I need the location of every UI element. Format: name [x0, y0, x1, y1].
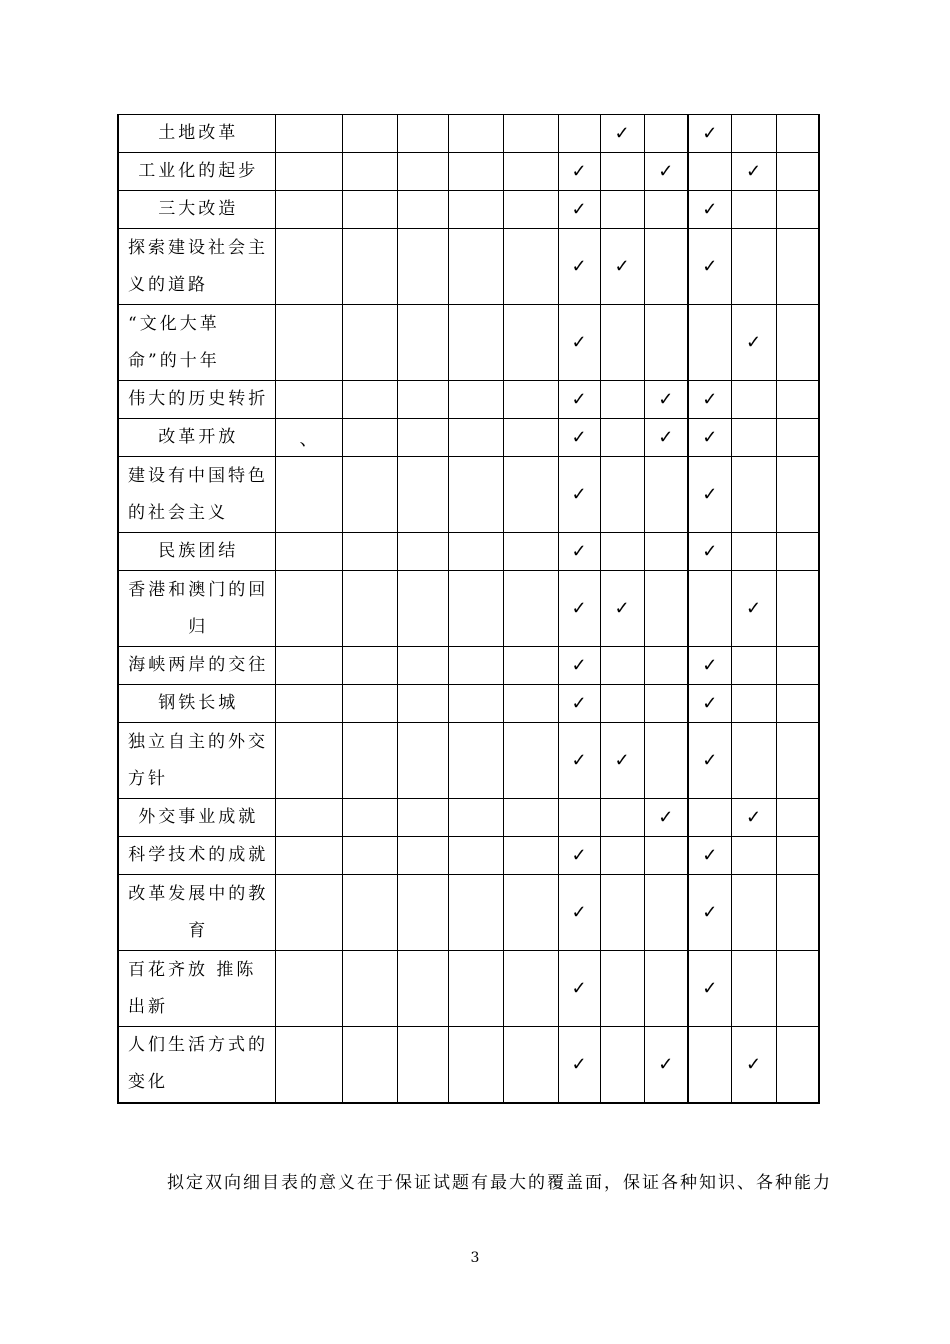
check-mark: ✓ [558, 419, 600, 457]
grid-cell [776, 229, 819, 305]
check-mark: ✓ [731, 1027, 776, 1103]
grid-cell [503, 685, 558, 723]
table-row [118, 723, 819, 799]
check-mark: ✓ [558, 875, 600, 951]
check-mark: ✓ [688, 419, 731, 457]
grid-cell [275, 115, 342, 153]
table-row [118, 875, 819, 951]
grid-cell [275, 229, 342, 305]
grid-cell [448, 457, 503, 533]
check-mark: ✓ [688, 837, 731, 875]
grid-cell [600, 191, 644, 229]
grid-cell [503, 305, 558, 381]
topic-cell: 改革开放 [118, 419, 275, 457]
grid-cell [600, 305, 644, 381]
check-mark: ✓ [688, 381, 731, 419]
grid-cell [731, 115, 776, 153]
grid-cell [342, 723, 397, 799]
grid-cell [448, 381, 503, 419]
grid-cell [644, 457, 688, 533]
check-mark: ✓ [600, 723, 644, 799]
grid-cell [448, 647, 503, 685]
grid-cell [731, 419, 776, 457]
grid-cell [776, 533, 819, 571]
grid-cell [503, 571, 558, 647]
check-mark: ✓ [558, 153, 600, 191]
grid-cell [342, 153, 397, 191]
grid-cell [397, 457, 448, 533]
grid-cell [731, 381, 776, 419]
grid-cell [600, 799, 644, 837]
grid-cell [731, 685, 776, 723]
grid-cell [503, 647, 558, 685]
page-number: 3 [470, 1250, 480, 1266]
body-paragraph: 拟定双向细目表的意义在于保证试题有最大的覆盖面，保证各种知识、各种能力 [167, 1173, 832, 1193]
grid-cell [397, 305, 448, 381]
grid-cell [688, 571, 731, 647]
grid-cell [342, 457, 397, 533]
grid-cell [776, 115, 819, 153]
grid-cell [644, 115, 688, 153]
grid-cell [776, 153, 819, 191]
grid-cell [448, 875, 503, 951]
grid-cell [448, 1027, 503, 1103]
check-mark: ✓ [731, 571, 776, 647]
grid-cell [600, 685, 644, 723]
grid-cell [448, 951, 503, 1027]
topic-cell: 百花齐放 推陈出新 [118, 951, 275, 1027]
grid-cell [731, 229, 776, 305]
check-mark: ✓ [731, 305, 776, 381]
topic-cell: 钢铁长城 [118, 685, 275, 723]
grid-cell [731, 647, 776, 685]
grid-cell [448, 685, 503, 723]
grid-cell [275, 1027, 342, 1103]
check-mark: ✓ [600, 115, 644, 153]
grid-cell [503, 229, 558, 305]
grid-cell [644, 533, 688, 571]
table-row [118, 305, 819, 381]
grid-cell [644, 647, 688, 685]
grid-cell [644, 685, 688, 723]
check-mark: ✓ [688, 875, 731, 951]
topic-cell: 科学技术的成就 [118, 837, 275, 875]
grid-cell [600, 153, 644, 191]
grid-cell [448, 305, 503, 381]
table-row [118, 1027, 819, 1103]
grid-cell [600, 381, 644, 419]
grid-cell [448, 191, 503, 229]
grid-cell [644, 191, 688, 229]
grid-cell [731, 837, 776, 875]
grid-cell [731, 457, 776, 533]
check-mark: ✓ [558, 533, 600, 571]
check-mark: ✓ [558, 837, 600, 875]
grid-cell [342, 875, 397, 951]
grid-cell [644, 723, 688, 799]
check-mark: ✓ [558, 457, 600, 533]
grid-cell [600, 1027, 644, 1103]
grid-cell [448, 533, 503, 571]
grid-cell [776, 951, 819, 1027]
check-mark: ✓ [731, 799, 776, 837]
table-row [118, 191, 819, 229]
grid-cell [397, 837, 448, 875]
grid-cell [503, 457, 558, 533]
grid-cell [503, 875, 558, 951]
check-mark: ✓ [558, 723, 600, 799]
grid-cell [600, 837, 644, 875]
grid-cell [688, 305, 731, 381]
grid-cell [275, 191, 342, 229]
grid-cell [776, 685, 819, 723]
grid-cell [275, 381, 342, 419]
check-mark: ✓ [558, 381, 600, 419]
check-mark: ✓ [688, 647, 731, 685]
table-row [118, 685, 819, 723]
grid-cell [503, 723, 558, 799]
grid-cell [397, 571, 448, 647]
grid-cell [275, 951, 342, 1027]
grid-cell [342, 115, 397, 153]
check-mark: ✓ [558, 571, 600, 647]
grid-cell [275, 647, 342, 685]
grid-cell [342, 647, 397, 685]
grid-cell [688, 799, 731, 837]
grid-cell [448, 229, 503, 305]
table-row [118, 951, 819, 1027]
check-mark: ✓ [644, 419, 688, 457]
check-mark: ✓ [644, 799, 688, 837]
check-mark: ✓ [688, 685, 731, 723]
topic-cell: 三大改造 [118, 191, 275, 229]
grid-cell [397, 115, 448, 153]
topic-cell: 香港和澳门的回归 [118, 571, 275, 647]
grid-cell [397, 191, 448, 229]
grid-cell [448, 837, 503, 875]
check-mark: ✓ [644, 153, 688, 191]
grid-cell [600, 647, 644, 685]
grid-cell [644, 875, 688, 951]
grid-cell [644, 837, 688, 875]
table-row [118, 419, 819, 457]
grid-cell [776, 571, 819, 647]
topic-cell: 外交事业成就 [118, 799, 275, 837]
topic-cell: 独立自主的外交方针 [118, 723, 275, 799]
grid-cell [644, 305, 688, 381]
table-row [118, 153, 819, 191]
grid-cell [600, 457, 644, 533]
check-mark: ✓ [688, 115, 731, 153]
table-row [118, 229, 819, 305]
grid-cell [558, 799, 600, 837]
check-mark: ✓ [644, 381, 688, 419]
grid-cell [275, 571, 342, 647]
table-row [118, 647, 819, 685]
grid-cell [342, 685, 397, 723]
check-mark: ✓ [558, 191, 600, 229]
grid-cell [731, 875, 776, 951]
grid-cell [275, 685, 342, 723]
grid-cell [342, 799, 397, 837]
grid-cell [397, 419, 448, 457]
grid-cell [448, 799, 503, 837]
check-mark: ✓ [558, 1027, 600, 1103]
check-mark: ✓ [558, 229, 600, 305]
grid-cell [600, 419, 644, 457]
check-mark: ✓ [688, 191, 731, 229]
grid-cell [731, 951, 776, 1027]
grid-cell [342, 305, 397, 381]
topic-cell: 建设有中国特色的社会主义 [118, 457, 275, 533]
grid-cell [275, 305, 342, 381]
grid-cell [503, 837, 558, 875]
grid-cell [644, 229, 688, 305]
grid-cell [275, 533, 342, 571]
grid-cell [776, 191, 819, 229]
grid-cell [448, 153, 503, 191]
grid-cell [776, 1027, 819, 1103]
grid-cell [776, 799, 819, 837]
check-mark: ✓ [688, 951, 731, 1027]
topic-cell: 伟大的历史转折 [118, 381, 275, 419]
grid-cell [275, 723, 342, 799]
grid-cell [731, 533, 776, 571]
grid-cell [600, 875, 644, 951]
grid-cell [448, 419, 503, 457]
grid-cell [503, 951, 558, 1027]
grid-cell [448, 723, 503, 799]
check-mark: ✓ [644, 1027, 688, 1103]
grid-cell [397, 229, 448, 305]
topic-cell: “文化大革命”的十年 [118, 305, 275, 381]
check-mark: ✓ [688, 723, 731, 799]
check-mark: ✓ [558, 685, 600, 723]
check-mark: ✓ [688, 457, 731, 533]
grid-cell [397, 153, 448, 191]
grid-cell [731, 191, 776, 229]
grid-cell [275, 457, 342, 533]
check-mark: ✓ [688, 229, 731, 305]
grid-cell [342, 1027, 397, 1103]
check-mark: ✓ [731, 153, 776, 191]
grid-cell [342, 419, 397, 457]
grid-cell [776, 305, 819, 381]
grid-cell [644, 951, 688, 1027]
grid-cell [688, 1027, 731, 1103]
grid-cell [600, 533, 644, 571]
grid-cell [397, 799, 448, 837]
grid-cell [275, 875, 342, 951]
topic-cell: 人们生活方式的变化 [118, 1027, 275, 1103]
grid-cell: 、 [275, 419, 342, 457]
grid-cell [776, 723, 819, 799]
grid-cell [342, 191, 397, 229]
grid-cell [342, 533, 397, 571]
grid-cell [776, 875, 819, 951]
grid-cell [397, 381, 448, 419]
check-mark: ✓ [600, 571, 644, 647]
grid-cell [342, 381, 397, 419]
grid-cell [503, 419, 558, 457]
grid-cell [397, 685, 448, 723]
grid-cell [503, 153, 558, 191]
check-mark: ✓ [558, 305, 600, 381]
topic-cell: 民族团结 [118, 533, 275, 571]
grid-cell [731, 723, 776, 799]
grid-cell [397, 1027, 448, 1103]
table-row [118, 115, 819, 153]
grid-cell [503, 191, 558, 229]
coverage-table [117, 114, 820, 1104]
grid-cell [503, 115, 558, 153]
grid-cell [503, 1027, 558, 1103]
table-row [118, 837, 819, 875]
grid-cell [776, 419, 819, 457]
topic-cell: 改革发展中的教育 [118, 875, 275, 951]
table-row [118, 457, 819, 533]
check-mark: ✓ [558, 647, 600, 685]
grid-cell [342, 951, 397, 1027]
grid-cell [275, 837, 342, 875]
grid-cell [342, 571, 397, 647]
grid-cell [776, 647, 819, 685]
table-row [118, 571, 819, 647]
grid-cell [342, 837, 397, 875]
check-mark: ✓ [600, 229, 644, 305]
grid-cell [776, 381, 819, 419]
table-row [118, 799, 819, 837]
grid-cell [776, 457, 819, 533]
grid-cell [503, 533, 558, 571]
grid-cell [600, 951, 644, 1027]
grid-cell [503, 381, 558, 419]
check-mark: ✓ [688, 533, 731, 571]
grid-cell [448, 115, 503, 153]
grid-cell [644, 571, 688, 647]
topic-cell: 工业化的起步 [118, 153, 275, 191]
grid-cell [397, 533, 448, 571]
grid-cell [397, 875, 448, 951]
grid-cell [776, 837, 819, 875]
grid-cell [448, 571, 503, 647]
table-row [118, 533, 819, 571]
grid-cell [558, 115, 600, 153]
topic-cell: 海峡两岸的交往 [118, 647, 275, 685]
grid-cell [397, 647, 448, 685]
grid-cell [275, 799, 342, 837]
topic-cell: 土地改革 [118, 115, 275, 153]
topic-cell: 探索建设社会主义的道路 [118, 229, 275, 305]
grid-cell [275, 153, 342, 191]
grid-cell [342, 229, 397, 305]
grid-cell [503, 799, 558, 837]
check-mark: ✓ [558, 951, 600, 1027]
grid-cell [688, 153, 731, 191]
grid-cell [397, 951, 448, 1027]
grid-cell [397, 723, 448, 799]
table-row [118, 381, 819, 419]
